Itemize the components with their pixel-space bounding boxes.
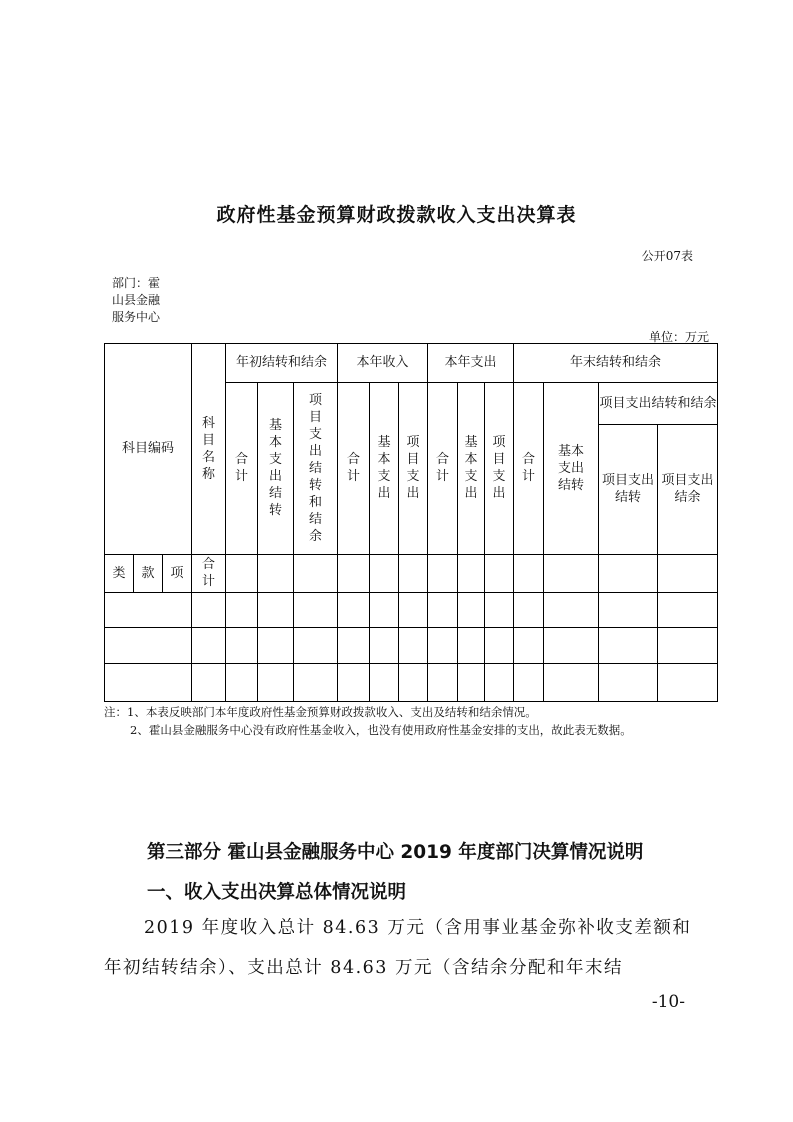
table-cell [458,664,485,702]
table-cell [226,555,258,593]
table-cell [514,593,544,628]
table-cell [428,664,458,702]
table-cell [192,628,226,664]
header-kuan: 款 [134,555,163,593]
note-1: 注：1、本表反映部门本年度政府性基金预算财政拨款收入、支出及结转和结余情况。 [104,705,537,719]
header-expense-project: 项目支出 [485,383,514,555]
section-title: 第三部分 霍山县金融服务中心 2019 年度部门决算情况说明 [147,842,644,863]
page-number: -10- [651,992,685,1012]
header-end-group: 年末结转和结余 [514,344,718,383]
header-income-group: 本年收入 [338,344,428,383]
header-end-project-group: 项目支出结转和结余 [599,383,718,425]
table-cell [338,628,370,664]
table-cell [658,555,718,593]
header-expense-total: 合计 [428,383,458,555]
fund-table [104,343,718,702]
header-expense-basic: 基本支出 [458,383,485,555]
table-row [105,664,718,702]
table-cell [399,555,428,593]
header-end-basic-carry: 基本支出结转 [544,383,599,555]
table-cell [105,664,192,702]
table-cell [105,593,192,628]
header-end-project-balance: 项目支出结余 [658,425,718,555]
table-cell [258,628,294,664]
note-2: 2、霍山县金融服务中心没有政府性基金收入，也没有使用政府性基金安排的支出，故此表无数据。 [130,723,632,737]
table-cell [599,664,658,702]
header-end-project-carry: 项目支出结转 [599,425,658,555]
table-cell [399,664,428,702]
table-cell [258,664,294,702]
table-cell [544,628,599,664]
body-paragraph: 2019 年度收入总计 84.63 万元（含用事业基金弥补收支差额和年初结转结余）、支出总计 84.63 万元（含结余分配和年末结 [104,918,692,978]
table-cell [192,664,226,702]
header-subject-name: 科目名称 [192,344,226,555]
table-cell [294,555,338,593]
table-cell [458,555,485,593]
table-cell [338,664,370,702]
header-income-total: 合计 [338,383,370,555]
table-cell [544,664,599,702]
table-cell [399,628,428,664]
table-cell [599,555,658,593]
table-cell [192,593,226,628]
table-cell [485,664,514,702]
table-cell [458,628,485,664]
table-cell [428,555,458,593]
table-cell [658,628,718,664]
table-cell [294,664,338,702]
table-cell [599,628,658,664]
table-cell [485,555,514,593]
header-begin-basic-carry: 基本支出结转 [258,383,294,555]
header-xiang: 项 [163,555,192,593]
table-cell [226,664,258,702]
table-cell [226,628,258,664]
table-cell [105,628,192,664]
table-cell [338,593,370,628]
table-cell [370,593,399,628]
table-cell [514,628,544,664]
table-cell [226,593,258,628]
header-end-total: 合计 [514,383,544,555]
table-cell [544,555,599,593]
table-cell [514,664,544,702]
table-cell [428,628,458,664]
table-cell [370,555,399,593]
table-cell [658,593,718,628]
table-cell [294,628,338,664]
table-cell [258,555,294,593]
table-row [105,593,718,628]
table-cell [599,593,658,628]
table-cell [658,664,718,702]
subsection-title: 一、收入支出决算总体情况说明 [147,882,407,903]
header-begin-project-carry-balance: 项目支出结转和结余 [294,383,338,555]
table-row [105,628,718,664]
table-cell [458,593,485,628]
table-cell [428,593,458,628]
table-cell [485,593,514,628]
table-cell [370,628,399,664]
header-income-project: 项目支出 [399,383,428,555]
table-cell [338,555,370,593]
table-cell [514,555,544,593]
total-row-label: 合计 [192,555,226,593]
table-cell [485,628,514,664]
table-cell [258,593,294,628]
table-id: 公开07表 [641,249,693,263]
page-title: 政府性基金预算财政拨款收入支出决算表 [216,204,577,226]
header-expense-group: 本年支出 [428,344,514,383]
header-subject-code: 科目编码 [105,344,192,555]
header-lei: 类 [105,555,134,593]
unit-label: 单位：万元 [648,330,709,344]
department-label: 部门：霍山县金融服务中心 [112,276,161,324]
table-cell [544,593,599,628]
table-cell [294,593,338,628]
table-cell [399,593,428,628]
table-cell [370,664,399,702]
header-income-basic: 基本支出 [370,383,399,555]
header-begin-total: 合计 [226,383,258,555]
header-begin-group: 年初结转和结余 [226,344,338,383]
